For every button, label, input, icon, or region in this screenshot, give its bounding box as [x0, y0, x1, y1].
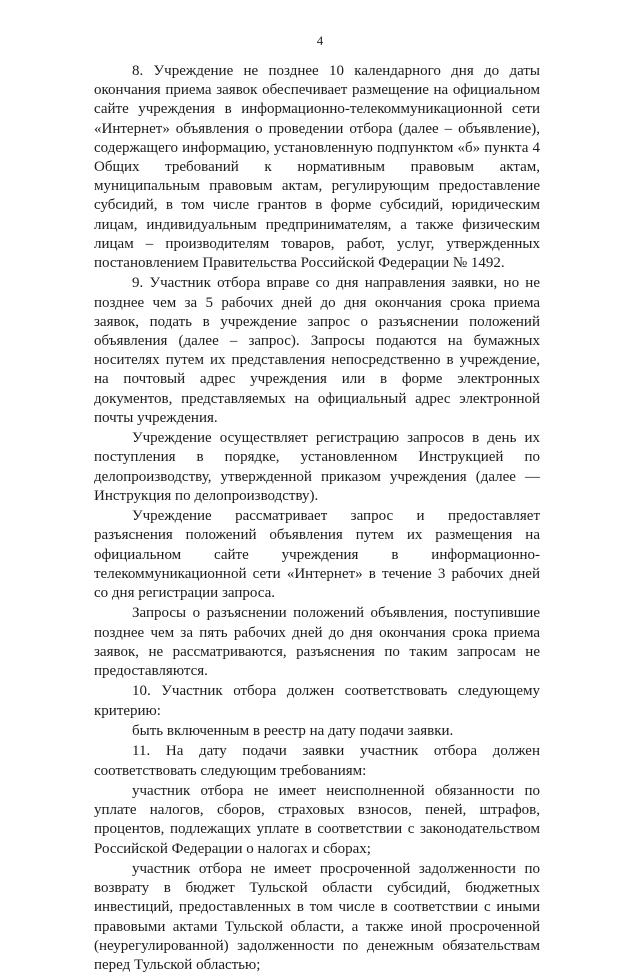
paragraph-criterion: быть включенным в реестр на дату подачи заявки. — [132, 723, 454, 740]
page-number: 4 — [316, 33, 324, 48]
paragraph-8: 8. Учреждение не позднее 10 календарного дня до даты окончания приема заявок обеспечивает размещение на официальном сайте учреждения в информационно-телекоммуникационной сети «Интернет» объявления о проведении отбора (далее – объявление), содержащего информацию, установленную подпунктом «б» пункта 4 Общих требований к нормативным правовым актам, муниципальным правовым актам, регулирующим предоставление субсидий, в том числе грантов в форме субсидий, юридическим лицам, индивидуальным предпринимателям, а также физическим лицам – производителям товаров, работ, услуг, утвержденных постановлением Правительства Российской Федерации № 1492. — [94, 63, 540, 272]
paragraph-requirement-taxes: участник отбора не имеет неисполненной обязанности по уплате налогов, сборов, страховых взносов, пеней, штрафов, процентов, подлежащих уплате в соответствии с законодательством Российской Федерации о налогах и сборах; — [94, 783, 540, 857]
paragraph-late-requests: Запросы о разъяснении положений объявления, поступившие позднее чем за пять рабочих дней до дня окончания срока приема заявок, не рассматриваются, разъяснения по таким запросам не предоставляются. — [94, 605, 540, 680]
paragraph-9: 9. Участник отбора вправе со дня направления заявки, но не позднее чем за 5 рабочих дней до дня окончания срока приема заявок, подать в учреждение запрос о разъяснении положений объявления (далее – запрос). Запросы подаются на бумажных носителях путем их представления непосредственно в учреждение, на почтовый адрес учреждения или в форме электронных документов, представляемых на официальный адрес электронной почты учреждения. — [94, 275, 540, 426]
paragraph-registration: Учреждение осуществляет регистрацию запросов в день их поступления в порядке, установленном Инструкцией по делопроизводству, утвержденной приказом учреждения (далее — Инструкция по делопроизводству). — [94, 430, 540, 504]
paragraph-10: 10. Участник отбора должен соответствовать следующему критерию: — [94, 683, 540, 719]
paragraph-clarification: Учреждение рассматривает запрос и предоставляет разъяснения положений объявления путем их размещения на официальном сайте учреждения в информационно-телекоммуникационной сети «Интернет» в течение 3 рабочих дней со дня регистрации запроса. — [94, 508, 540, 602]
paragraph-requirement-debt: участник отбора не имеет просроченной задолженности по возврату в бюджет Тульской области субсидий, бюджетных инвестиций, предоставленных в том числе в соответствии с иными правовыми актами Тульской области, а также иной просроченной (неурегулированной) задолженности по денежным обязательствам перед Тульской областью; — [94, 861, 540, 974]
paragraph-11: 11. На дату подачи заявки участник отбора должен соответствовать следующим требованиям: — [94, 743, 540, 779]
document-body — [94, 62, 540, 976]
